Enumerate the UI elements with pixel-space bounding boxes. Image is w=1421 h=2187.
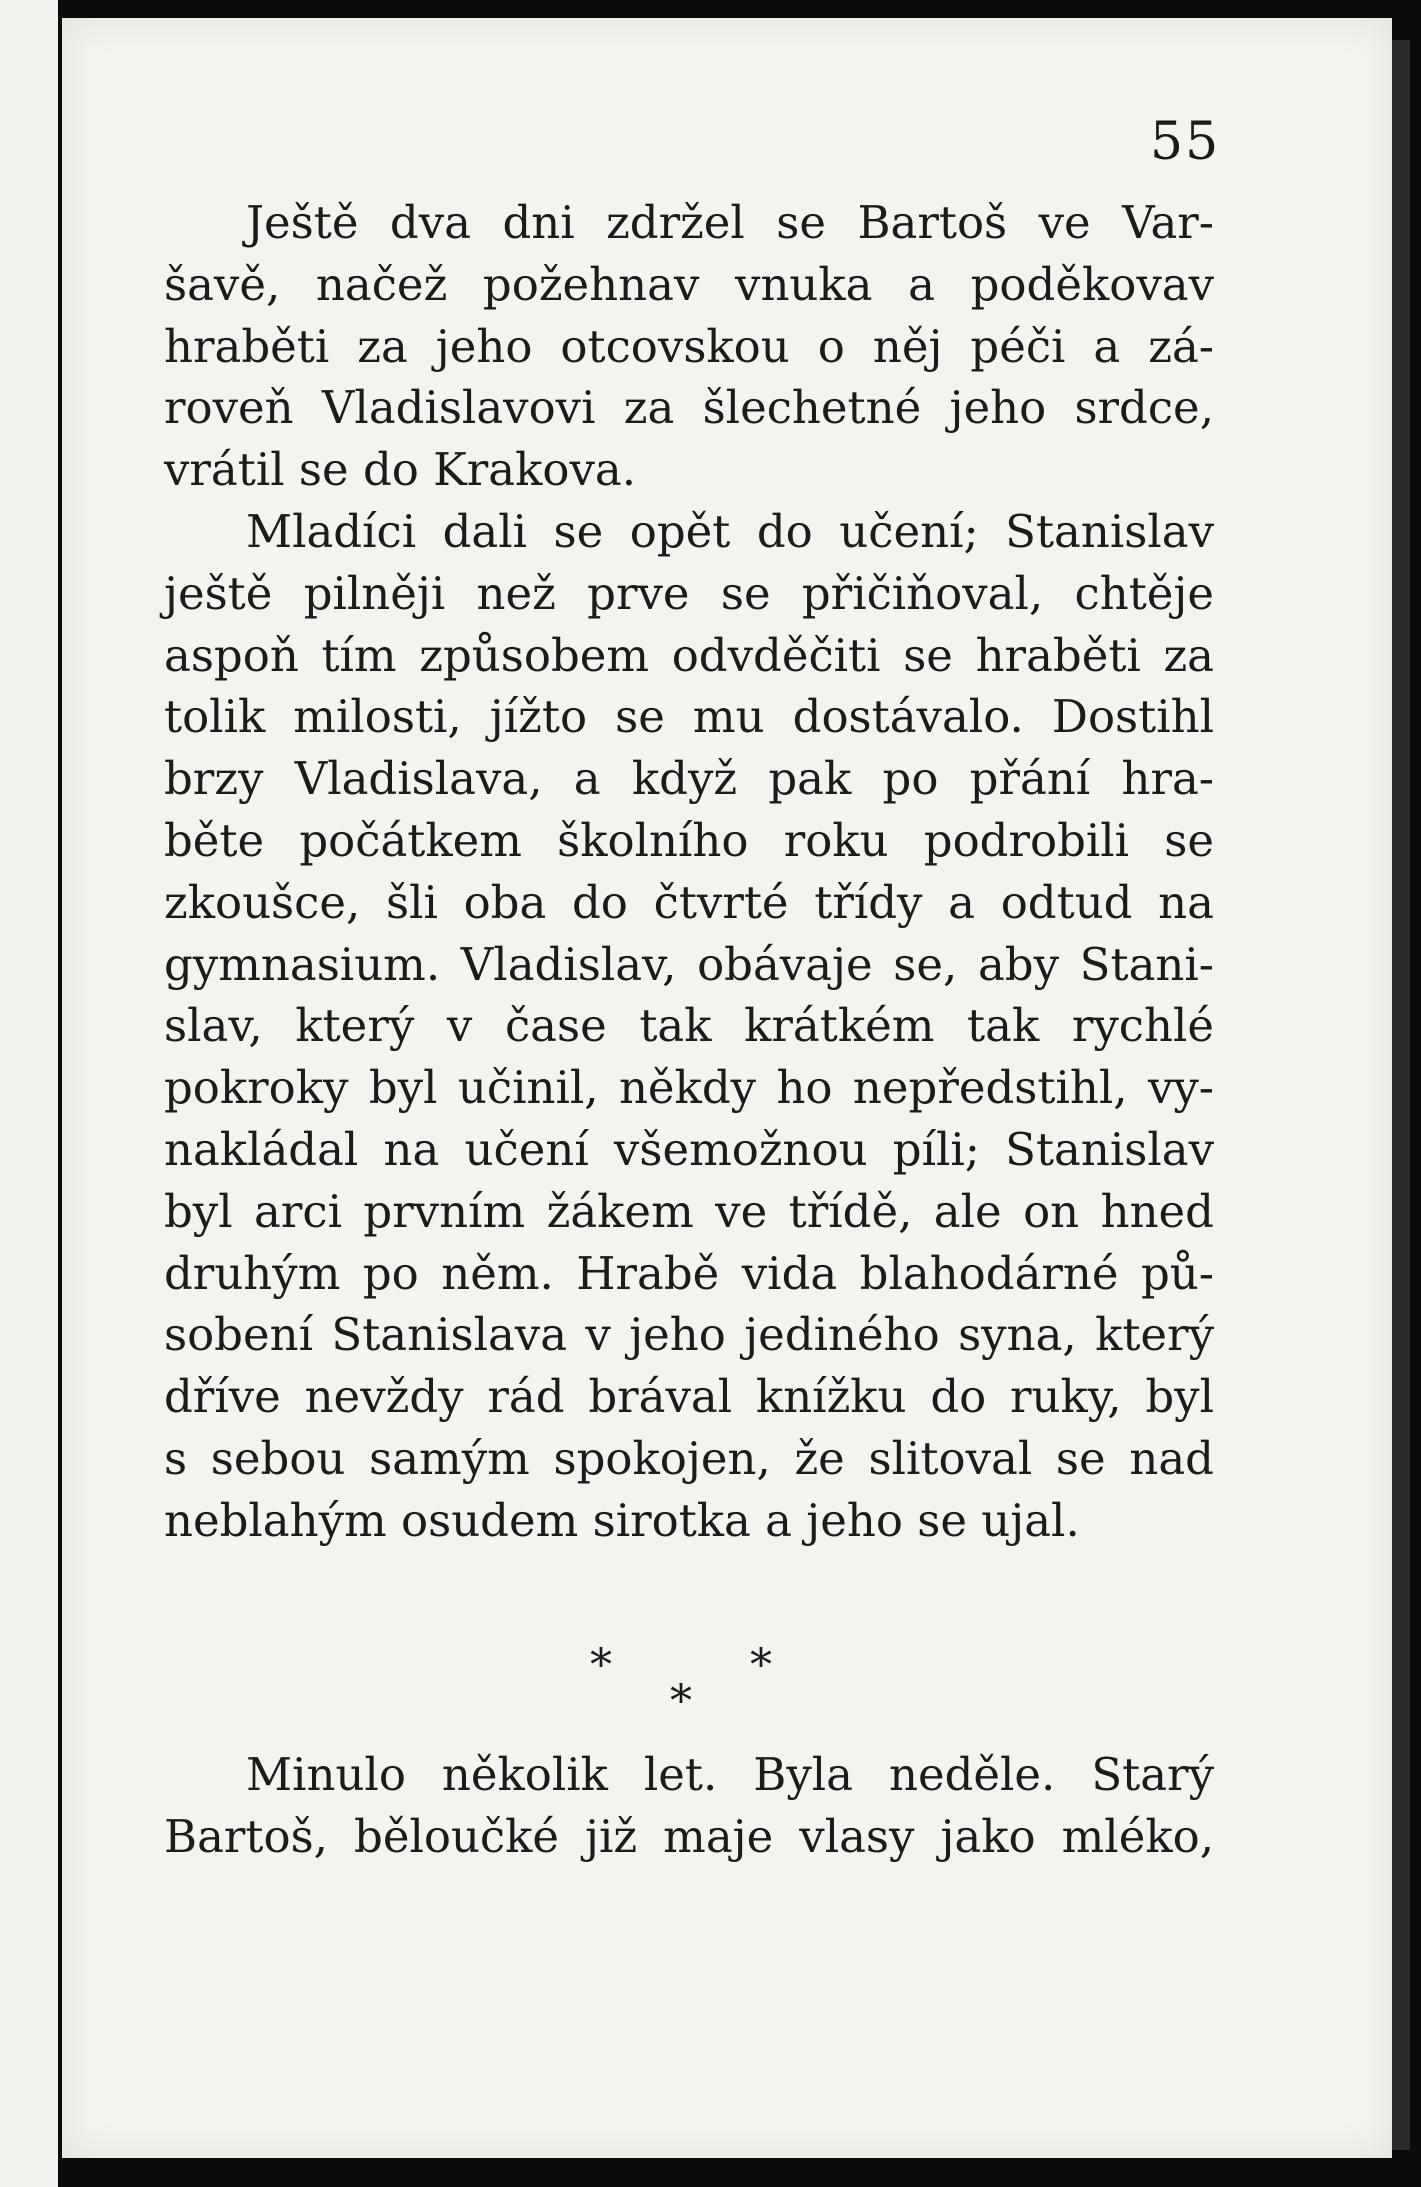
text-line: slav, který v čase tak krátkém tak rychlé (164, 999, 1214, 1053)
text-line: šavě, načež požehnav vnuka a poděkovav (164, 257, 1214, 311)
text-line: aspoň tím způsobem odvděčiti se hraběti za (164, 628, 1214, 682)
main-text (164, 192, 1214, 1552)
text-line: Mladíci dali se opět do učení; Stanislav (246, 504, 1214, 558)
asterisk-icon: * (750, 1640, 772, 1691)
text-line: roveň Vladislavovi za šlechetné jeho srdce, (164, 381, 1214, 435)
text-line: běte počátkem školního roku podrobili se (164, 813, 1214, 867)
text-line: nakládal na učení všemožnou píli; Stanislav (164, 1122, 1214, 1176)
left-page-edge (0, 0, 58, 2187)
text-line: byl arci prvním žákem ve třídě, ale on hned (164, 1184, 1214, 1238)
text-line: tolik milosti, jížto se mu dostávalo. Dostihl (164, 690, 1214, 744)
text-line: s sebou samým spokojen, že slitoval se nad (164, 1431, 1214, 1485)
right-page-shadow (1392, 40, 1410, 2150)
text-line: brzy Vladislava, a když pak po přání hra- (164, 752, 1214, 806)
page-number: 55 (1150, 112, 1221, 172)
asterisk-icon: * (670, 1676, 692, 1727)
text-line: Bartoš, běloučké již maje vlasy jako mléko, (164, 1809, 1214, 1863)
continued-text (164, 1744, 1214, 1868)
text-line: dříve nevždy rád brával knížku do ruky, byl (164, 1370, 1214, 1424)
text-line: pokroky byl učinil, někdy ho nepředstihl, vy- (164, 1061, 1214, 1115)
text-line: druhým po něm. Hrabě vida blahodárné pů- (164, 1246, 1214, 1300)
text-line: Ještě dva dni zdržel se Bartoš ve Var- (246, 196, 1214, 249)
text-line: gymnasium. Vladislav, obávaje se, aby Stani- (164, 937, 1214, 991)
text-line: neblahým osudem sirotka a jeho se ujal. (164, 1493, 1080, 1547)
asterisk-icon: * (590, 1640, 612, 1691)
section-separator (580, 1640, 800, 1730)
text-line: zkoušce, šli oba do čtvrté třídy a odtud na (164, 875, 1214, 929)
text-line: ještě pilněji než prve se přičiňoval, chtěje (164, 566, 1214, 620)
text-line: vrátil se do Krakova. (164, 443, 637, 497)
text-line: Minulo několik let. Byla neděle. Starý (246, 1748, 1214, 1801)
text-line: sobení Stanislava v jeho jediného syna, který (164, 1308, 1214, 1362)
text-line: hraběti za jeho otcovskou o něj péči a zá- (164, 319, 1214, 373)
